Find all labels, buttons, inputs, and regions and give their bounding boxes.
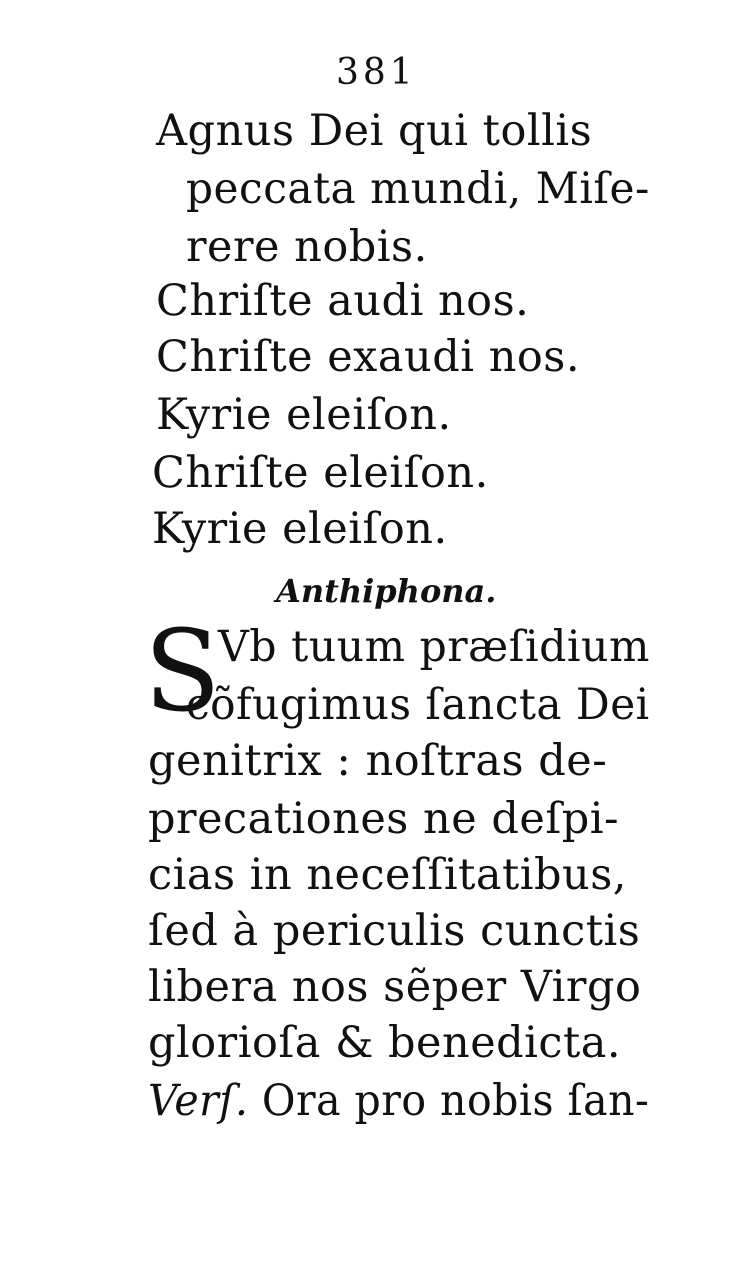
litany-line-5: Chriſte exaudi nos. (156, 332, 581, 382)
litany-line-2: peccata mundi, Miſe- (186, 164, 650, 214)
antiphon-line-4: precationes ne deſpi- (148, 794, 620, 844)
antiphon-line-6: ſed à periculis cunctis (148, 906, 641, 956)
litany-line-7: Chriſte eleiſon. (152, 448, 489, 498)
litany-line-3: rere nobis. (186, 222, 428, 272)
versicle-text: Ora pro nobis ſan- (261, 1076, 650, 1126)
litany-line-4: Chriſte audi nos. (156, 276, 530, 326)
page-number: 381 (336, 52, 417, 93)
antiphon-line-8: glorioſa & benedicta. (148, 1018, 622, 1068)
antiphon-line-1: Vb tuum præſidium (218, 622, 650, 672)
antiphon-line-7: libera nos sẽper Virgo (148, 962, 642, 1012)
versicle-label: Verſ. (148, 1076, 249, 1126)
antiphon-heading: Anthiphona. (276, 572, 497, 610)
litany-line-8: Kyrie eleiſon. (152, 504, 448, 554)
litany-line-1: Agnus Dei qui tollis (156, 106, 593, 156)
antiphon-line-2: cõfugimus ſancta Dei (186, 680, 650, 730)
antiphon-line-3: genitrix : noſtras de- (148, 736, 608, 786)
litany-line-6: Kyrie eleiſon. (156, 390, 452, 440)
versicle-line (148, 1076, 650, 1126)
drop-cap: S (144, 607, 221, 737)
antiphon-line-5: cias in neceſſitatibus, (148, 850, 627, 900)
